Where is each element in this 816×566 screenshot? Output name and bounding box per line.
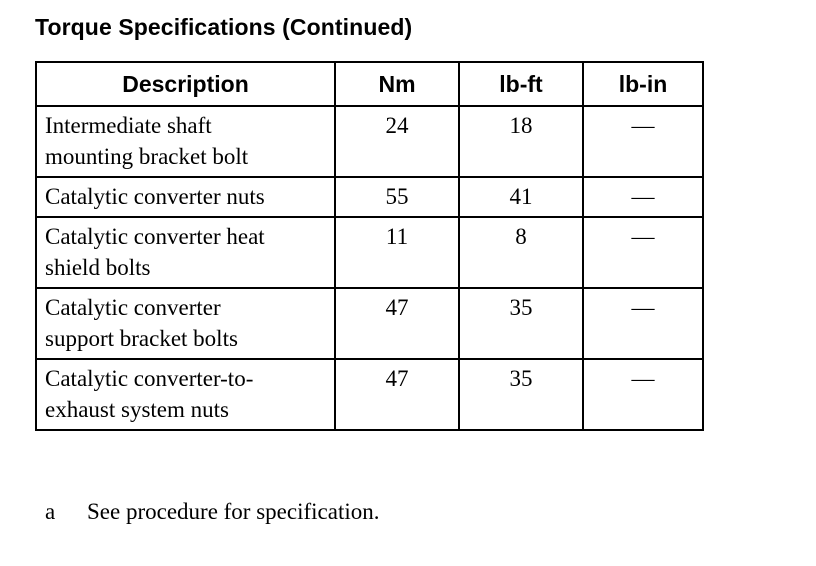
cell-lb-ft: 41 bbox=[459, 177, 583, 217]
cell-lb-in: — bbox=[583, 217, 703, 288]
description-text: Catalytic converter-to-exhaust system nuts bbox=[45, 366, 254, 422]
cell-description bbox=[36, 177, 335, 217]
description-text: Catalytic converter nuts bbox=[45, 184, 265, 209]
footnote bbox=[45, 499, 379, 525]
footnote-text: See procedure for specification. bbox=[87, 499, 380, 524]
cell-nm: 24 bbox=[335, 106, 459, 177]
cell-lb-in: — bbox=[583, 359, 703, 430]
cell-lb-in: — bbox=[583, 106, 703, 177]
description-text: Catalytic converter heat shield bolts bbox=[45, 224, 265, 280]
cell-lb-ft: 8 bbox=[459, 217, 583, 288]
header-nm: Nm bbox=[335, 62, 459, 106]
cell-description bbox=[36, 217, 335, 288]
table-row bbox=[36, 177, 703, 217]
table-row bbox=[36, 359, 703, 430]
description-text: Intermediate shaft mounting bracket bolt bbox=[45, 113, 249, 169]
cell-nm: 55 bbox=[335, 177, 459, 217]
cell-nm: 11 bbox=[335, 217, 459, 288]
cell-lb-ft: 18 bbox=[459, 106, 583, 177]
footnote-marker: a bbox=[45, 499, 56, 524]
header-description: Description bbox=[36, 62, 335, 106]
cell-nm: 47 bbox=[335, 359, 459, 430]
cell-description bbox=[36, 288, 335, 359]
cell-description bbox=[36, 359, 335, 430]
table-row bbox=[36, 217, 703, 288]
cell-lb-in: — bbox=[583, 288, 703, 359]
header-lb-ft: lb-ft bbox=[459, 62, 583, 106]
cell-description bbox=[36, 106, 335, 177]
cell-lb-ft: 35 bbox=[459, 288, 583, 359]
cell-lb-in: — bbox=[583, 177, 703, 217]
table-header-row bbox=[36, 62, 703, 106]
table-row bbox=[36, 288, 703, 359]
table-row bbox=[36, 106, 703, 177]
torque-spec-table bbox=[35, 61, 704, 431]
description-text: Catalytic converter support bracket bolts bbox=[45, 295, 238, 351]
page-title: Torque Specifications (Continued) bbox=[35, 14, 413, 40]
cell-lb-ft: 35 bbox=[459, 359, 583, 430]
header-lb-in: lb-in bbox=[583, 62, 703, 106]
cell-nm: 47 bbox=[335, 288, 459, 359]
